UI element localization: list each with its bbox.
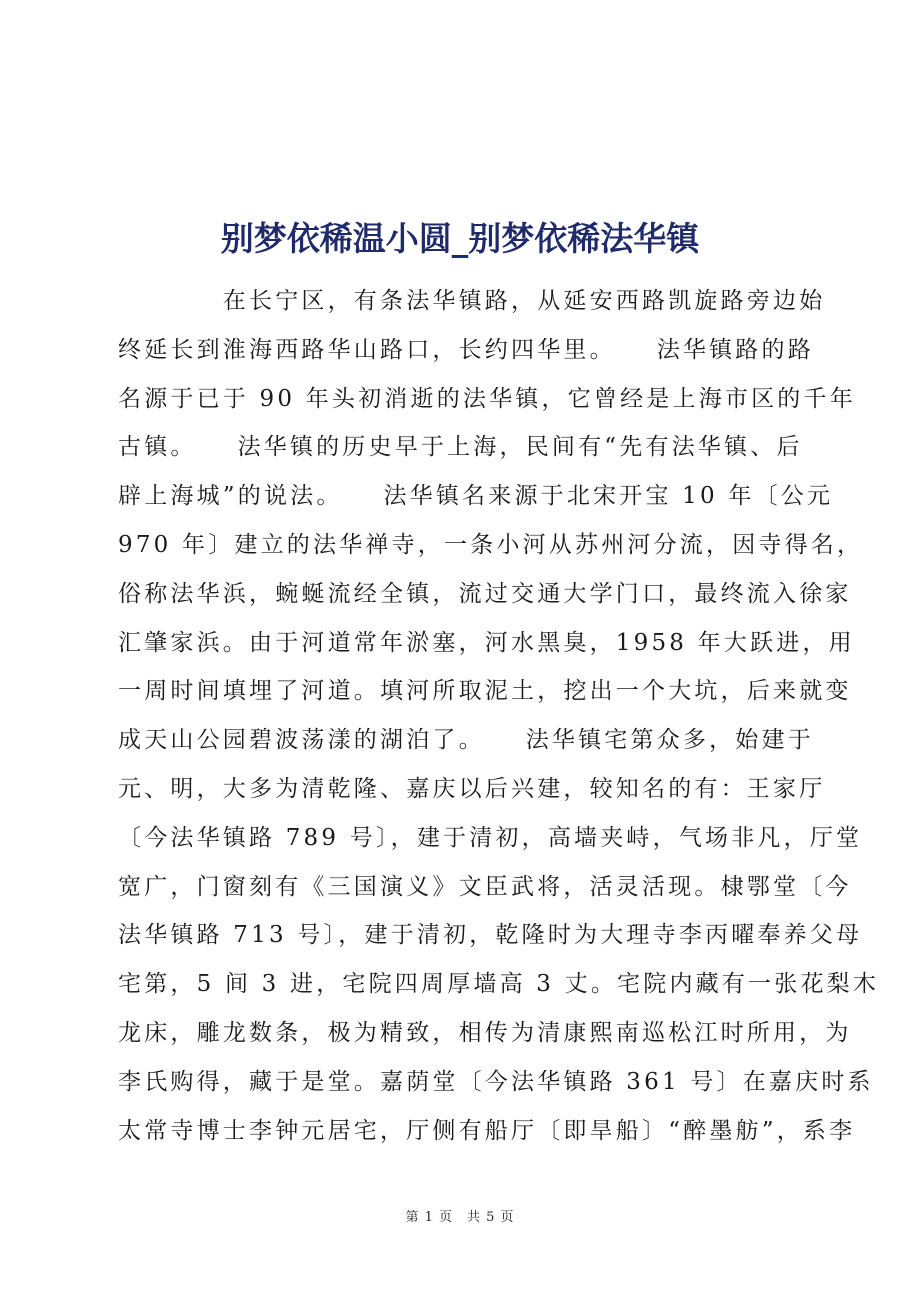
body-line: 宅第，5 间 3 进，宅院四周厚墙高 3 丈。宅院内藏有一张花梨木 (118, 971, 880, 998)
body-line: 古镇。 法华镇的历史早于上海，民间有“先有法华镇、后 (118, 434, 803, 461)
page-number-footer: 第 1 页 共 5 页 (405, 1210, 515, 1225)
document-body (118, 277, 880, 1155)
body-line: 在长宁区，有条法华镇路，从延安西路凯旋路旁边始 (118, 288, 826, 314)
body-line: 元、明，大多为清乾隆、嘉庆以后兴建，较知名的有：王家厅 (118, 775, 826, 802)
body-line: 终延长到淮海西路华山路口，长约四华里。 法华镇路的路 (118, 336, 814, 363)
body-line: 俗称法华浜，蜿蜒流经全镇，流过交通大学门口，最终流入徐家 (118, 580, 852, 607)
body-line: 太常寺博士李钟元居宅，厅侧有船厅〔即旱船〕“醉墨舫”，系李 (118, 1117, 856, 1144)
body-line: 名源于已于 90 年头初消逝的法华镇，它曾经是上海市区的千年 (118, 385, 856, 412)
body-line: 龙床，雕龙数条，极为精致，相传为清康熙南巡松江时所用，为 (118, 1019, 852, 1046)
body-line: 辟上海城”的说法。 法华镇名来源于北宋开宝 10 年〔公元 (118, 483, 834, 510)
body-line: 法华镇路 713 号〕，建于清初，乾隆时为大理寺李丙曜奉养父母 (118, 922, 863, 949)
body-line: 成天山公园碧波荡漾的湖泊了。 法华镇宅第众多，始建于 (118, 727, 814, 754)
body-line: 970 年〕建立的法华禅寺，一条小河从苏州河分流，因寺得名， (118, 531, 864, 558)
body-line: 宽广，门窗刻有《三国演义》文臣武将，活灵活现。棣鄂堂〔今 (118, 873, 852, 900)
body-line: 一周时间填埋了河道。填河所取泥土，挖出一个大坑，后来就变 (118, 678, 852, 705)
body-line: 〔今法华镇路 789 号〕，建于清初，高墙夹峙，气场非凡，厅堂 (118, 824, 863, 851)
body-line: 李氏购得，藏于是堂。嘉荫堂〔今法华镇路 361 号〕在嘉庆时系 (118, 1068, 874, 1095)
document-title: 别梦依稀温小圆_别梦依稀法华镇 (220, 219, 700, 259)
body-line: 汇肇家浜。由于河道常年淤塞，河水黑臭，1958 年大跃进，用 (118, 629, 855, 656)
